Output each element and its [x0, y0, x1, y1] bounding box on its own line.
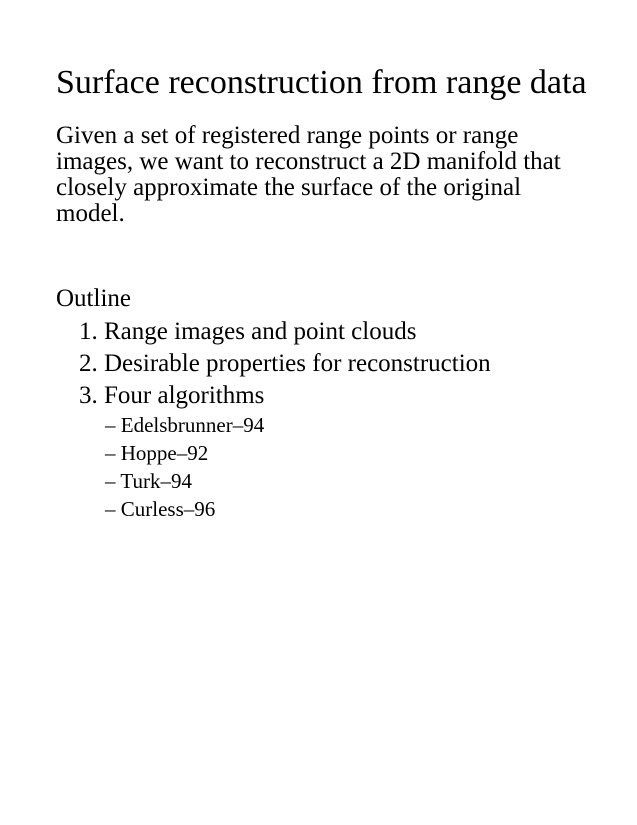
page-title: Surface reconstruction from range data	[56, 64, 587, 101]
outline-item: 1. Range images and point clouds	[79, 318, 417, 345]
intro-paragraph	[56, 123, 561, 227]
algorithm-item: – Edelsbrunner–94	[105, 413, 265, 437]
outline-item: 3. Four algorithms	[79, 382, 265, 409]
algorithm-list	[105, 411, 264, 523]
intro-line: Given a set of registered range points or range	[56, 122, 519, 149]
intro-line: closely approximate the surface of the original	[56, 174, 522, 201]
outline-item: 2. Desirable properties for reconstruction	[79, 350, 491, 377]
intro-line: model.	[56, 200, 125, 227]
algorithm-item: – Curless–96	[105, 497, 216, 521]
outline-heading: Outline	[56, 285, 131, 312]
algorithm-item: – Hoppe–92	[105, 441, 209, 465]
algorithm-item: – Turk–94	[105, 469, 192, 493]
intro-line: images, we want to reconstruct a 2D manifold that	[56, 148, 561, 175]
outline-list	[79, 316, 491, 412]
